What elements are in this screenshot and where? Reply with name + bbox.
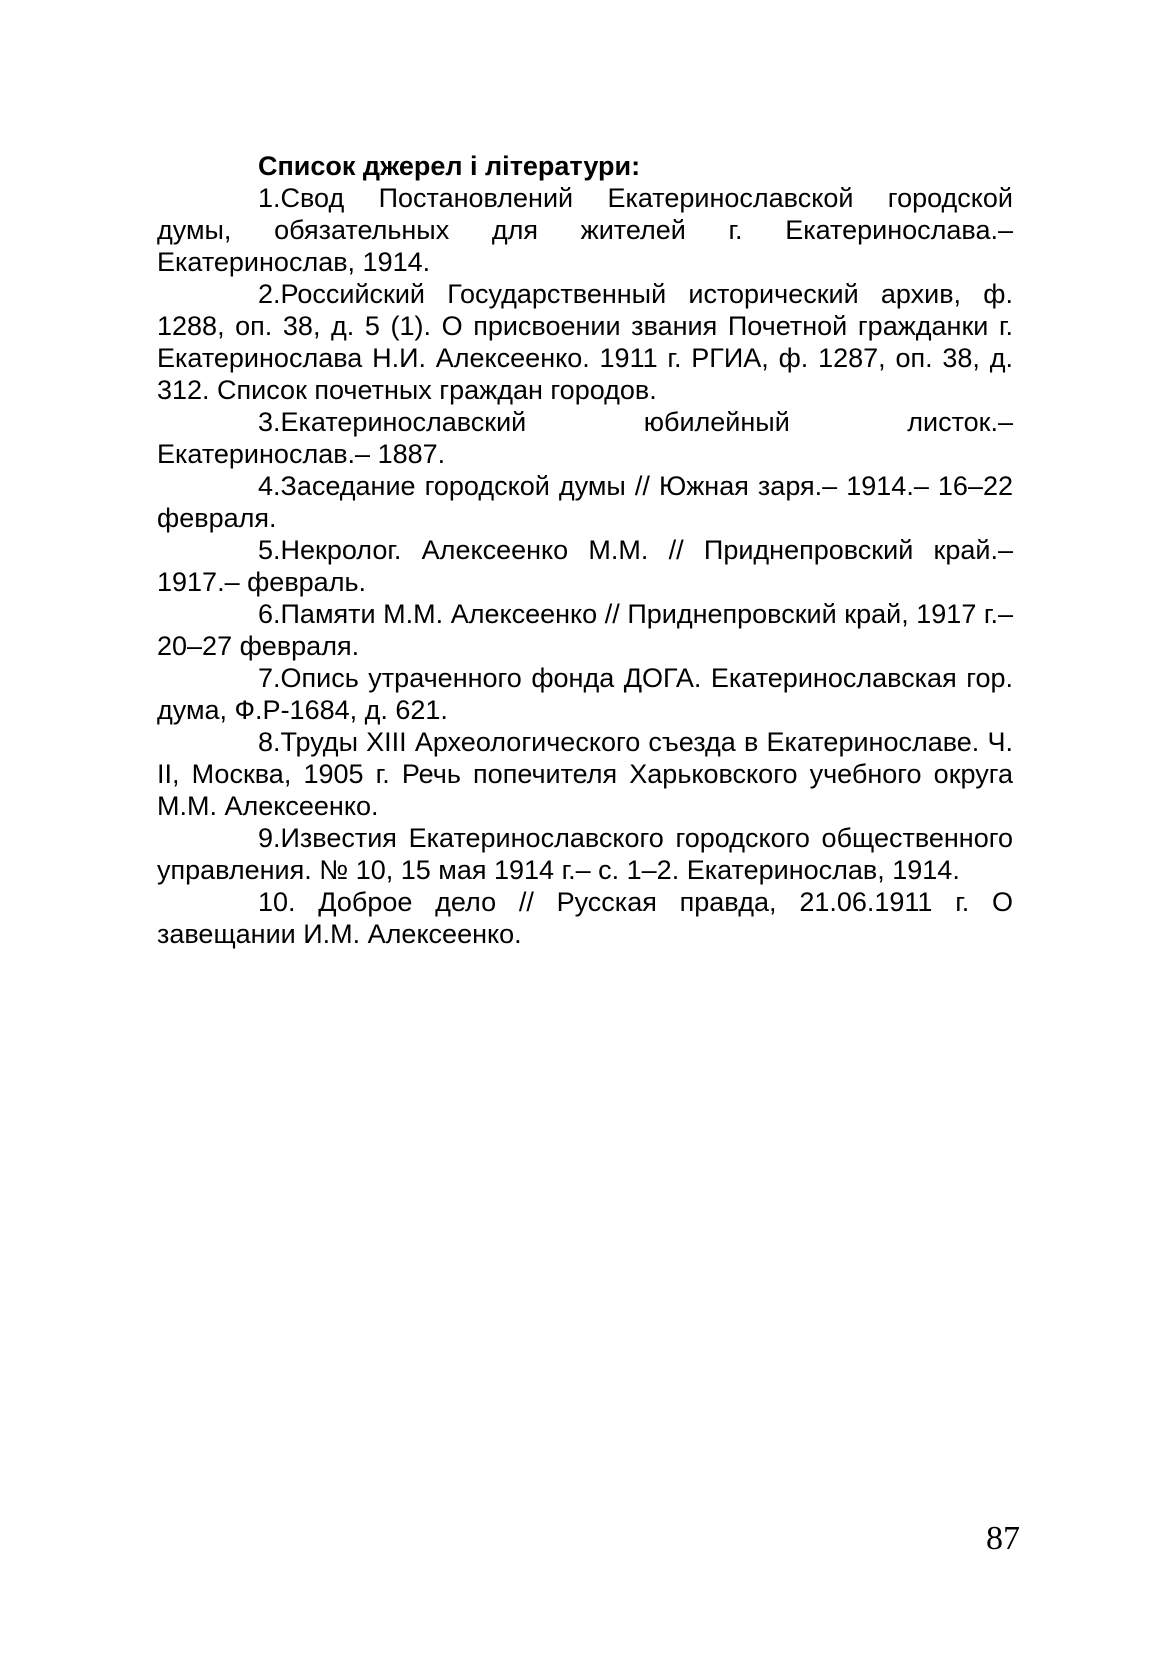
reference-item-7: 7.Опись утраченного фонда ДОГА. Екатеринославская гор. дума, Ф.Р-1684, д. 621. <box>157 663 1013 725</box>
reference-item-4: 4.Заседание городской думы // Южная заря.– 1914.– 16–22 февраля. <box>157 471 1013 533</box>
reference-item-9: 9.Известия Екатеринославского городского общественного управления. № 10, 15 мая 1914 г.– с. 1–2. Екатеринослав, 1914. <box>157 823 1013 885</box>
page-number: 87 <box>986 1520 1020 1557</box>
reference-item-6: 6.Памяти М.М. Алексеенко // Приднепровский край, 1917 г.– 20–27 февраля. <box>157 599 1013 661</box>
reference-item-8: 8.Труды XIII Археологического съезда в Екатеринославе. Ч. II, Москва, 1905 г. Речь попечителя Харьковского учебного округа М.М. Алексеенко. <box>157 727 1013 821</box>
reference-item-10: 10. Доброе дело // Русская правда, 21.06.1911 г. О завещании И.М. Алексеенко. <box>157 887 1013 949</box>
reference-list <box>157 182 1013 950</box>
reference-item-3: 3.Екатеринославский юбилейный листок.– Екатеринослав.– 1887. <box>157 407 1013 469</box>
section-heading: Список джерел і літератури: <box>258 151 641 181</box>
reference-item-2: 2.Российский Государственный исторический архив, ф. 1288, оп. 38, д. 5 (1). О присвоении звания Почетной гражданки г. Екатеринослава Н.И. Алексеенко. 1911 г. РГИА, ф. 1287, оп. 38, д. 312. Список почетных граждан городов. <box>157 279 1013 405</box>
reference-item-1: 1.Свод Постановлений Екатеринославской городской думы, обязательных для жителей г. Екатеринослава.– Екатеринослав, 1914. <box>157 183 1013 277</box>
reference-item-5: 5.Некролог. Алексеенко М.М. // Приднепровский край.– 1917.– февраль. <box>157 535 1013 597</box>
references-section <box>157 150 1013 950</box>
